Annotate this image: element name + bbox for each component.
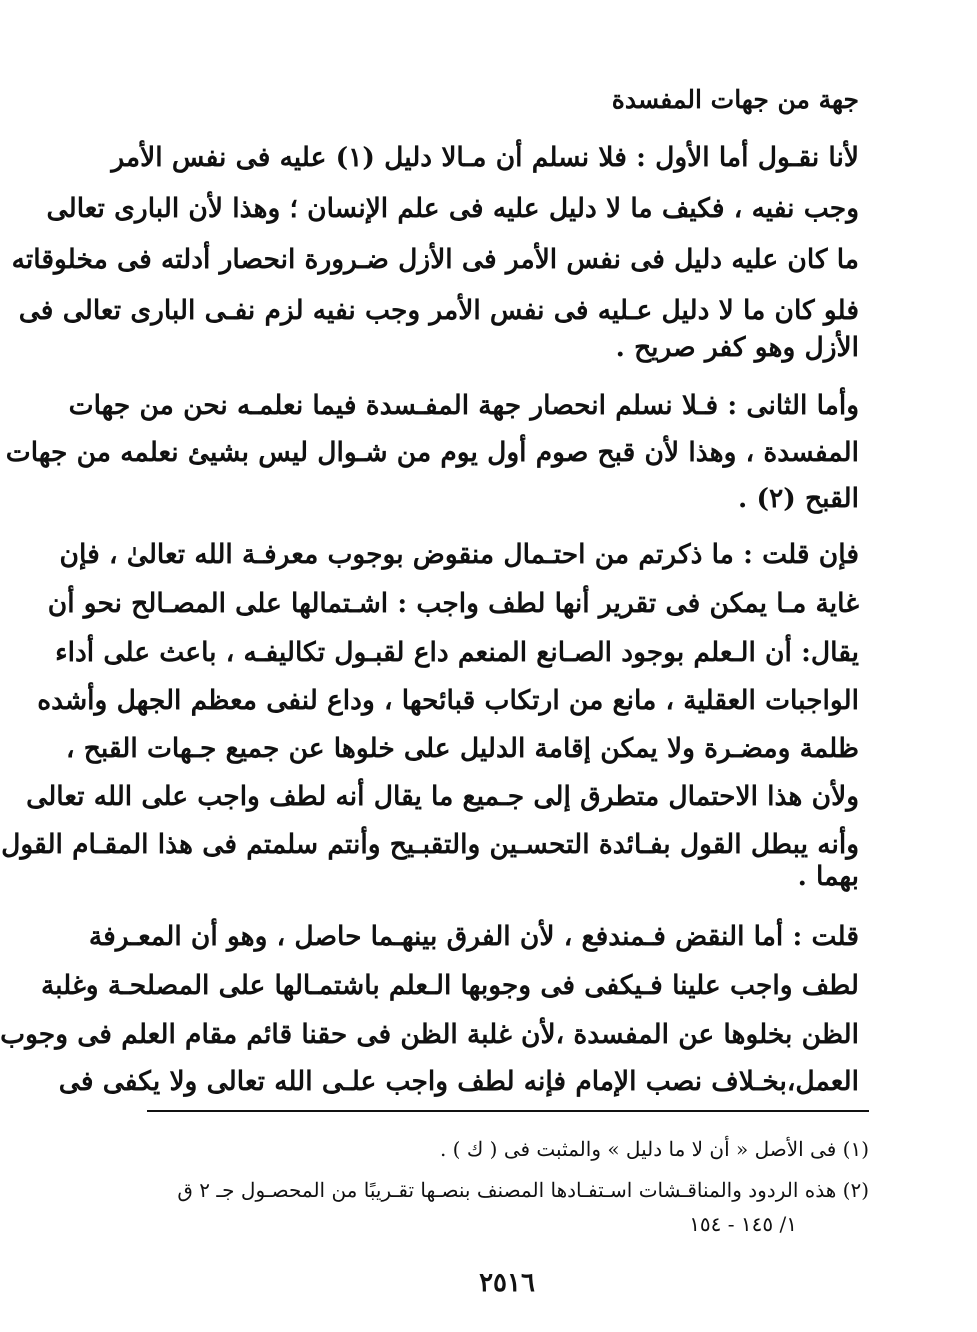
- paragraph-3-line-5: ظلمة ومضـرة ولا يمكن إقامة الدليل على خلوها عن جميع جـهات القبح ،: [66, 733, 859, 764]
- paragraph-2-line-3: القبح (٢) .: [738, 483, 859, 514]
- footnote-2-line-1: (٢) هذه الردود والمناقـشات اسـتفـادها المصنف بنصـها تقـريبًا من المحصـول جـ ٢ ق: [177, 1178, 869, 1202]
- paragraph-3-line-8: بهما .: [797, 861, 859, 892]
- paragraph-2-line-2: المفسدة ، وهذا لأن قبح صوم أول يوم من شـوال ليس بشيئ نعلمه من جهات: [5, 437, 859, 468]
- paragraph-1-line-5: الأزل وهو كفر صريح .: [615, 332, 859, 363]
- page-number: ٢٥١٦: [479, 1268, 535, 1298]
- paragraph-4-line-4: العمل،بخـلاف نصب الإمام فإنه لطف واجب علـى الله تعالى ولا يكفى فى: [58, 1066, 859, 1097]
- paragraph-3-line-6: ولأن هذا الاحتمال متطرق إلى جـميع ما يقال أنه لطف واجب على الله تعالى: [26, 781, 859, 812]
- paragraph-4-line-3: الظن بخلوها عن المفسدة ،لأن غلبة الظن فى حقنا قائم مقام العلم فى وجوب: [0, 1019, 859, 1050]
- paragraph-4-line-2: لطف واجب علينا فـيكفى فى وجوبها الـعلم باشتمـالها على المصلحـة وغلبة: [40, 970, 859, 1001]
- footnote-divider: [147, 1110, 869, 1112]
- paragraph-3-line-1-text: : ما ذكرتم من احتـمال منقوض بوجوب معرفـة الله تعالىٰ ، فإن: [59, 539, 753, 570]
- paragraph-1-line-4: فلو كان ما لا دليل عـليه فى نفس الأمر وجب نفيه لزم نفـى البارى تعالى فى: [18, 295, 859, 326]
- paragraph-3-lead: فإن قلت: [762, 539, 859, 570]
- paragraph-1-line-3: ما كان عليه دليل فى نفس الأمر فى الأزل ضـرورة انحصار أدلته فى مخلوقاته: [11, 244, 859, 275]
- running-header: جهة من جهات المفسدة: [611, 85, 859, 114]
- footnote-2-line-2: ١/ ١٤٥ - ١٥٤: [689, 1212, 797, 1236]
- footnote-1: (١) فى الأصل « أن لا ما دليل » والمثبت فى ( ك ) .: [439, 1137, 869, 1161]
- paragraph-1-line-2: وجب نفيه ، فكيف ما لا دليل عليه فى علم الإنسان ؛ وهذا لأن البارى تعالى: [46, 193, 859, 224]
- paragraph-2-line-1: وأما الثانى : فـلا نسلم انحصار جهة المفـسدة فيما نعلمـه نحن من جهات: [68, 390, 859, 421]
- paragraph-3-line-1: [59, 532, 859, 578]
- paragraph-4-lead: قلت: [811, 921, 859, 952]
- paragraph-3-line-3: يقال: أن الـعلم بوجود الصـانع المنعم داع لقبـول تكاليفـه ، باعث على أداء: [55, 637, 859, 668]
- paragraph-4-line-1-text: : أما النقض فـمندفع ، لأن الفرق بينهـما حاصل ، وهو أن المعـرفة: [88, 921, 803, 952]
- paragraph-3-line-2: غاية مـا يمكن فى تقرير أنها لطف واجب : اشـتمالها على المصـالح نحو أن: [47, 588, 859, 619]
- paragraph-3-line-4: الواجبات العقلية ، مانع من ارتكاب قبائحها ، وداع لنفى معظم الجهل وأشده: [37, 685, 859, 716]
- paragraph-1-line-1: لأنا نقـول أما الأول : فلا نسلم أن مـالا دليل (١) عليه فى نفس الأمر: [111, 142, 859, 173]
- paragraph-3-line-7: وأنه يبطل القول بفـائدة التحسـين والتقبـيح وأنتم سلمتم فى هذا المقـام القول: [1, 829, 859, 860]
- paragraph-4-line-1: [88, 914, 859, 960]
